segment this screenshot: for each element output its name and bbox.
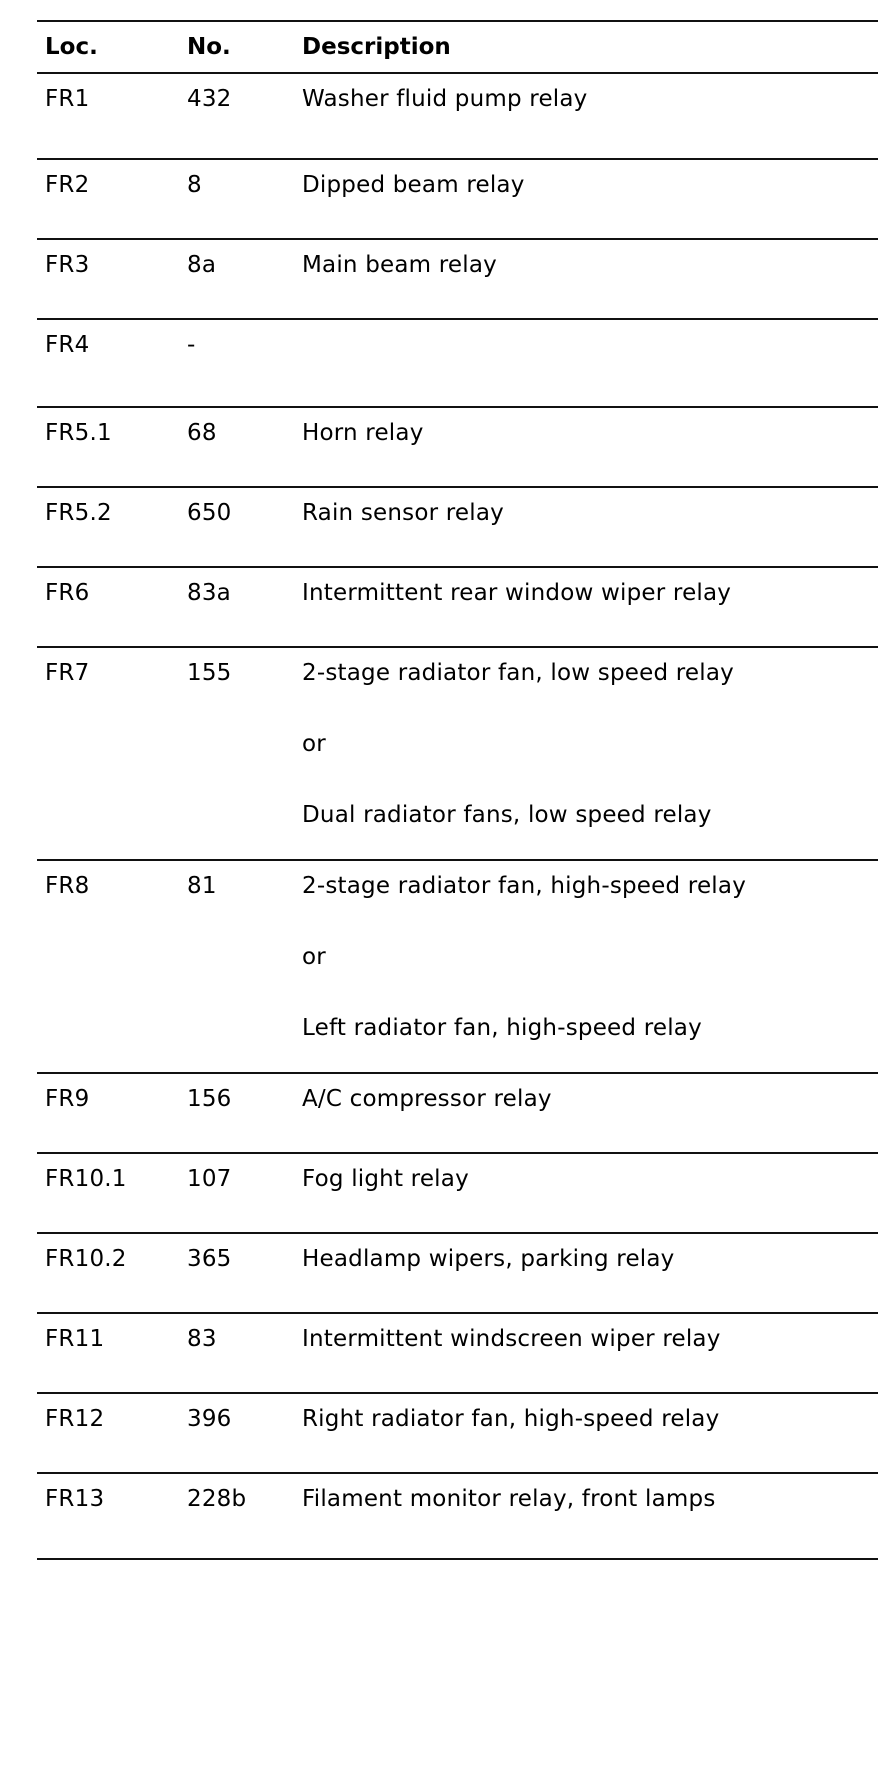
- description-line: Right radiator fan, high-speed relay: [302, 1406, 720, 1432]
- header-no: No.: [187, 34, 231, 60]
- cell-loc: FR13: [45, 1486, 105, 1512]
- description-line: Headlamp wipers, parking relay: [302, 1246, 675, 1272]
- cell-loc: FR5.2: [45, 500, 112, 526]
- description-line: A/C compressor relay: [302, 1086, 552, 1112]
- description-line: Dual radiator fans, low speed relay: [302, 802, 712, 828]
- cell-no: 107: [187, 1166, 232, 1192]
- cell-description: [290, 160, 878, 198]
- cell-description: [290, 1234, 878, 1272]
- table-row: [37, 648, 878, 859]
- description-line: Intermittent windscreen wiper relay: [302, 1326, 721, 1352]
- description-line: or: [302, 944, 326, 970]
- row-rule: [37, 1558, 878, 1560]
- cell-no: 365: [187, 1246, 232, 1272]
- cell-description: [290, 74, 878, 112]
- table-row: [37, 1234, 878, 1312]
- cell-no: 228b: [187, 1486, 247, 1512]
- table-row: [37, 408, 878, 486]
- cell-loc: FR5.1: [45, 420, 112, 446]
- table-row: [37, 488, 878, 566]
- table-row: [37, 1154, 878, 1232]
- description-line: Fog light relay: [302, 1166, 469, 1192]
- cell-loc: FR4: [45, 332, 90, 358]
- cell-description: [290, 240, 878, 278]
- table-row: [37, 160, 878, 238]
- cell-description: [290, 1314, 878, 1352]
- relay-table: [37, 20, 878, 1560]
- cell-loc: FR7: [45, 660, 90, 686]
- cell-loc: FR1: [45, 86, 90, 112]
- cell-loc: FR8: [45, 873, 90, 899]
- table-row: [37, 240, 878, 318]
- cell-no: 155: [187, 660, 232, 686]
- cell-loc: FR2: [45, 172, 90, 198]
- cell-description: [290, 568, 878, 606]
- description-line: Rain sensor relay: [302, 500, 504, 526]
- description-line: 2-stage radiator fan, low speed relay: [302, 660, 734, 686]
- cell-loc: FR12: [45, 1406, 105, 1432]
- header-description: Description: [302, 34, 451, 60]
- cell-description: [290, 488, 878, 526]
- description-line: Filament monitor relay, front lamps: [302, 1486, 716, 1512]
- table-row: [37, 1314, 878, 1392]
- cell-no: 432: [187, 86, 232, 112]
- cell-description: [290, 408, 878, 446]
- cell-description: [290, 1074, 878, 1112]
- description-line: Intermittent rear window wiper relay: [302, 580, 732, 606]
- cell-description: [290, 1474, 878, 1512]
- cell-loc: FR10.2: [45, 1246, 127, 1272]
- cell-description: [290, 648, 878, 828]
- table-row: [37, 1474, 878, 1558]
- cell-description: [290, 1154, 878, 1192]
- table-row: [37, 74, 878, 158]
- table-row: [37, 320, 878, 406]
- table-row: [37, 861, 878, 1072]
- cell-no: 8a: [187, 252, 217, 278]
- description-line: Washer fluid pump relay: [302, 86, 588, 112]
- cell-no: 68: [187, 420, 217, 446]
- cell-description: [290, 861, 878, 1041]
- cell-no: 396: [187, 1406, 232, 1432]
- cell-no: 156: [187, 1086, 232, 1112]
- table-header-row: [37, 22, 878, 72]
- description-line: or: [302, 731, 326, 757]
- cell-loc: FR10.1: [45, 1166, 127, 1192]
- cell-no: 81: [187, 873, 217, 899]
- cell-description: [290, 1394, 878, 1432]
- description-line: Dipped beam relay: [302, 172, 525, 198]
- table-row: [37, 568, 878, 646]
- cell-loc: FR6: [45, 580, 90, 606]
- cell-description: [290, 320, 878, 332]
- description-line: Main beam relay: [302, 252, 497, 278]
- cell-no: -: [187, 332, 196, 358]
- description-line: 2-stage radiator fan, high-speed relay: [302, 873, 747, 899]
- table-row: [37, 1074, 878, 1152]
- description-line: Horn relay: [302, 420, 424, 446]
- cell-loc: FR9: [45, 1086, 90, 1112]
- description-line: Left radiator fan, high-speed relay: [302, 1015, 702, 1041]
- header-loc: Loc.: [45, 34, 98, 60]
- cell-no: 83a: [187, 580, 231, 606]
- table-body: [37, 74, 878, 1560]
- table-row: [37, 1394, 878, 1472]
- cell-no: 8: [187, 172, 202, 198]
- cell-no: 650: [187, 500, 232, 526]
- cell-loc: FR3: [45, 252, 90, 278]
- cell-no: 83: [187, 1326, 217, 1352]
- cell-loc: FR11: [45, 1326, 105, 1352]
